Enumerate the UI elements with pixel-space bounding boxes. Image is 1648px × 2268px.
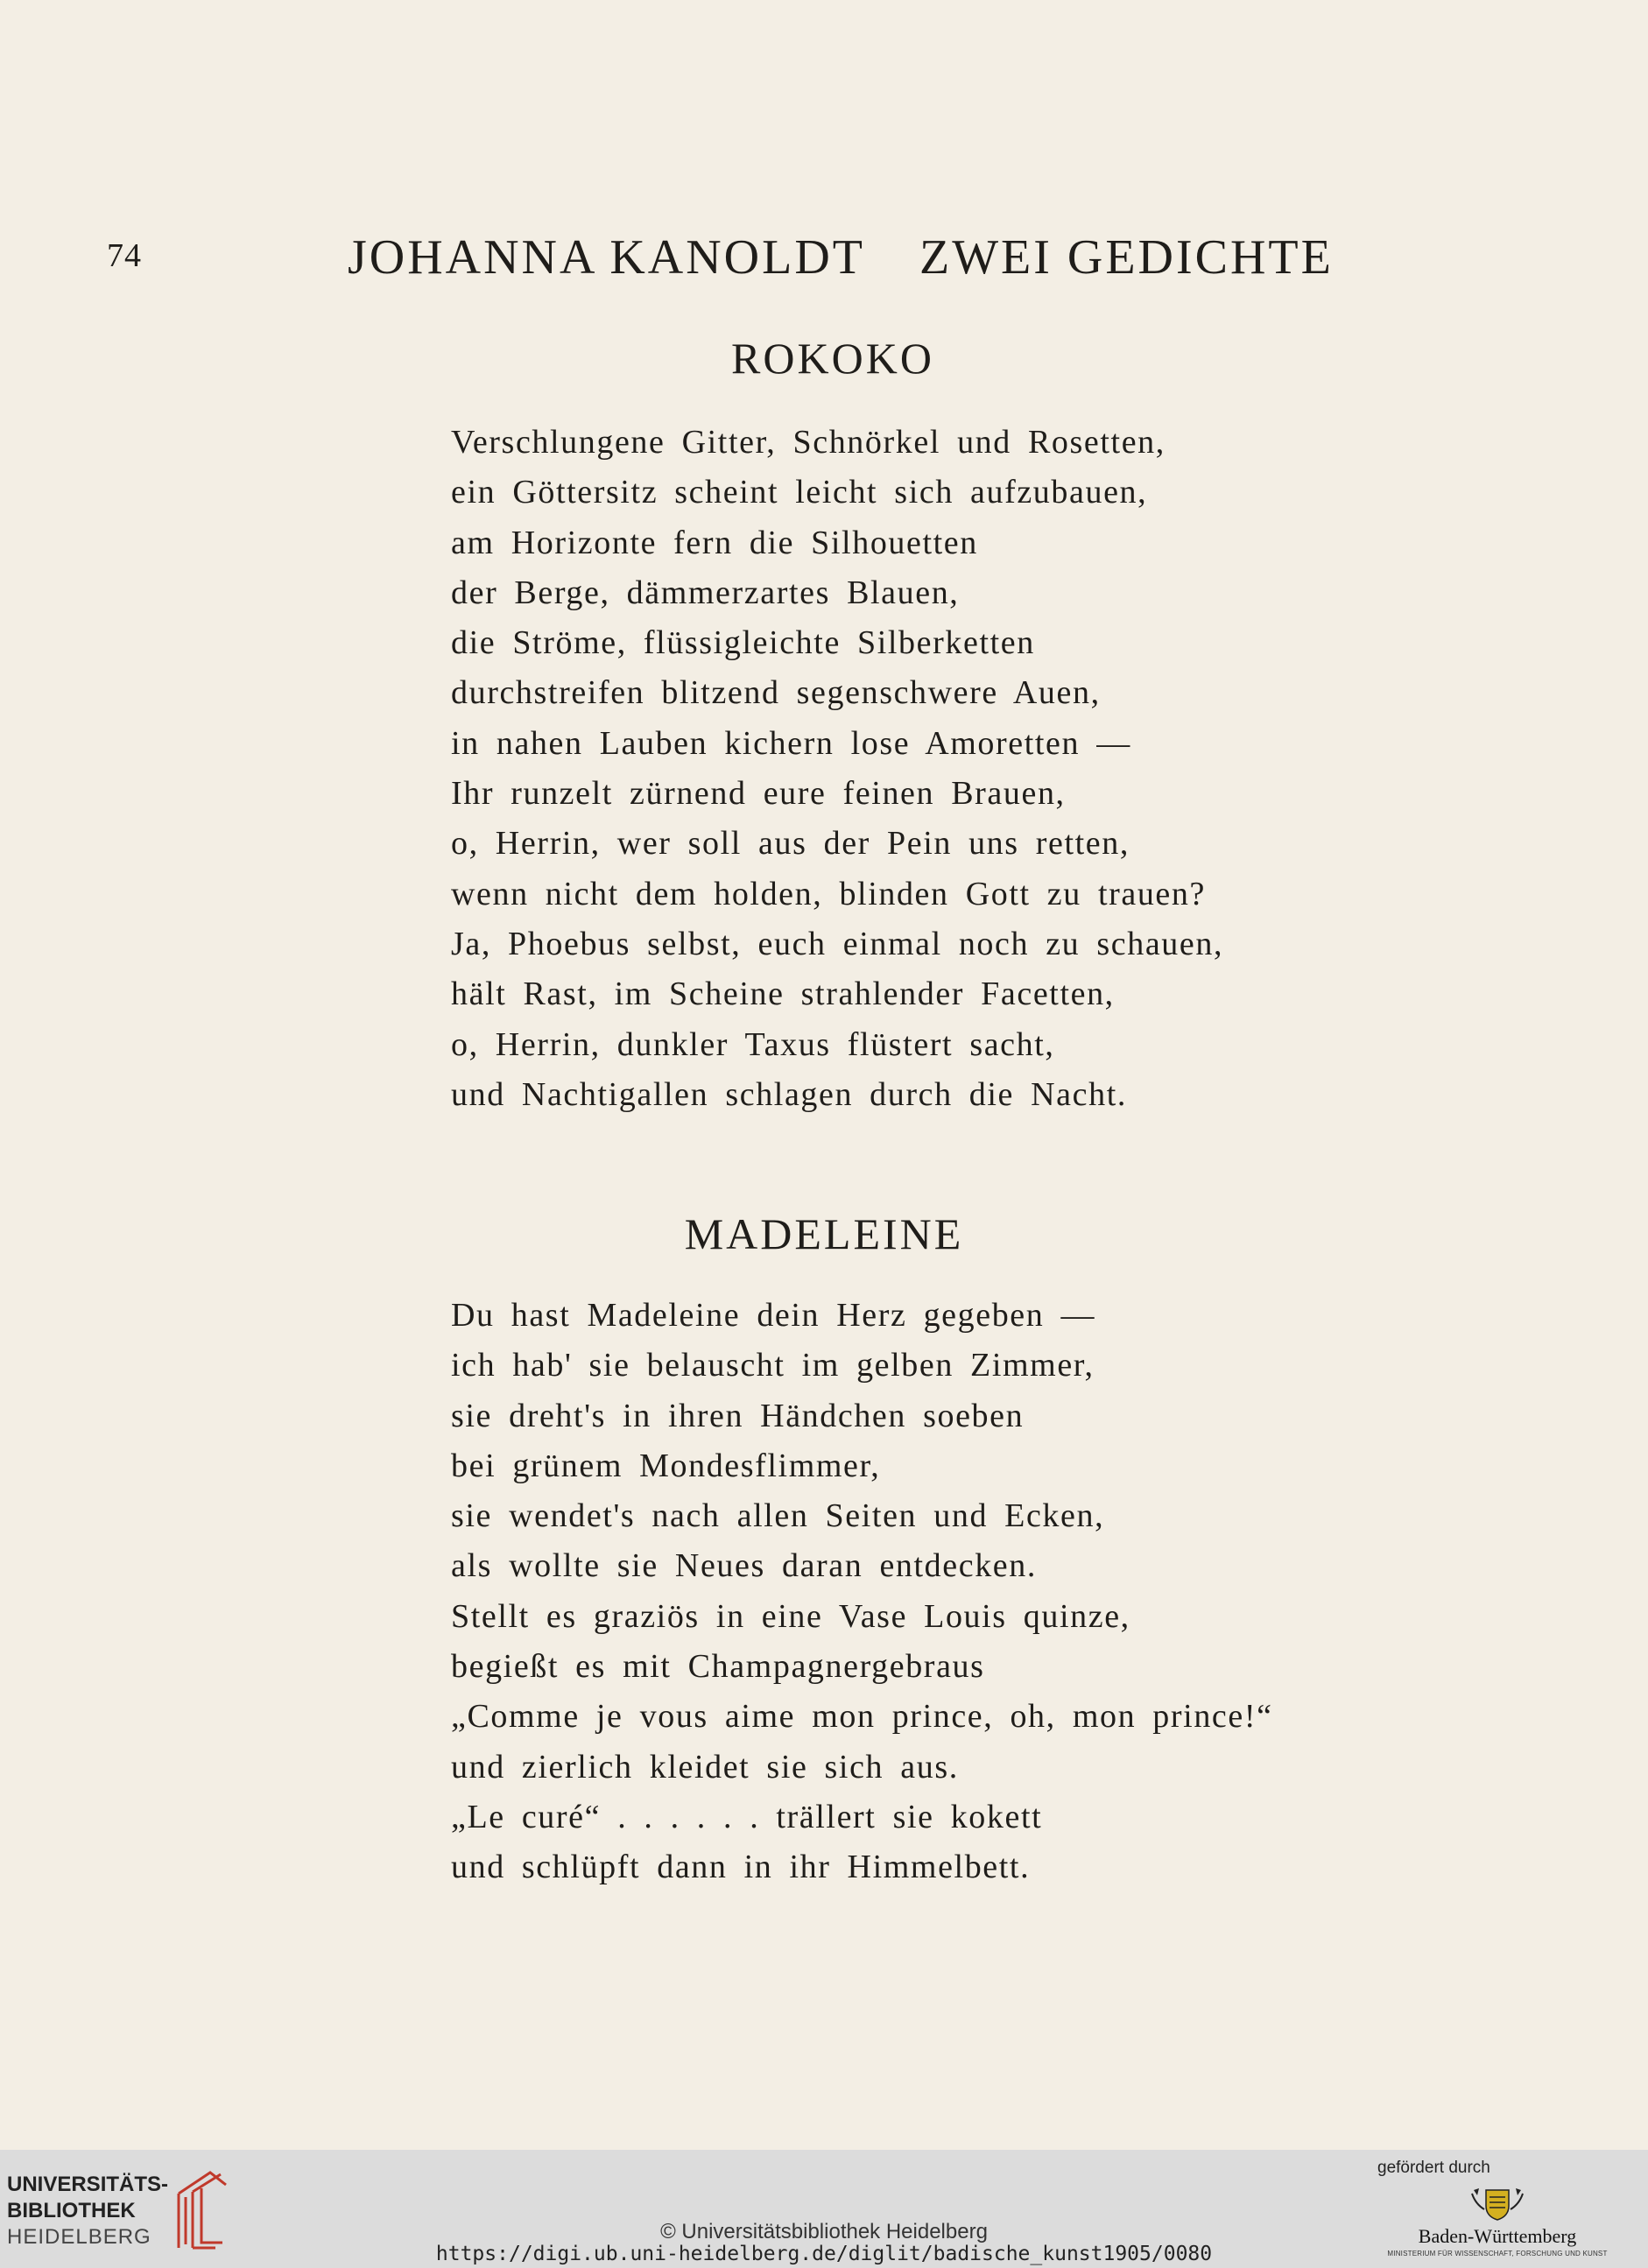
poem-line: wenn nicht dem holden, blinden Gott zu trauen?: [451, 875, 1206, 912]
poem-line: Stellt es graziös in eine Vase Louis quinze,: [451, 1597, 1130, 1635]
library-logo-line2: BIBLIOTHEK: [7, 2199, 136, 2222]
sponsor-name: Baden-Württemberg: [1418, 2225, 1577, 2247]
poem-line: am Horizonte fern die Silhouetten: [451, 524, 978, 561]
poem-title-madeleine: MADELEINE: [684, 1209, 964, 1258]
poem-line: der Berge, dämmerzartes Blauen,: [451, 574, 960, 611]
library-logo-line3: HEIDELBERG: [7, 2225, 151, 2249]
poem-line: sie dreht's in ihren Händchen soeben: [451, 1397, 1025, 1434]
poem-title-rokoko: ROKOKO: [731, 334, 934, 383]
poem-line: und zierlich kleidet sie sich aus.: [451, 1748, 959, 1786]
sponsor-label: gefördert durch: [1377, 2159, 1490, 2177]
poem-line: ein Göttersitz scheint leicht sich aufzubauen,: [451, 474, 1148, 511]
poem-line: ich hab' sie belauscht im gelben Zimmer,: [451, 1347, 1095, 1384]
poem-line: hält Rast, im Scheine strahlender Facetten,: [451, 976, 1115, 1013]
permalink-url[interactable]: https://digi.ub.uni-heidelberg.de/diglit/badische_kunst1905/0080: [435, 2243, 1213, 2265]
poem-madeleine: [451, 1291, 1273, 1893]
poem-line: durchstreifen blitzend segenschwere Auen,: [451, 674, 1101, 712]
running-head: [348, 229, 1334, 285]
poem-line: bei grünem Mondesflimmer,: [451, 1447, 881, 1484]
poem-line: begießt es mit Champagnergebraus: [451, 1648, 985, 1686]
poem-line: und Nachtigallen schlagen durch die Nacht.: [451, 1075, 1127, 1113]
poem-line: „Le curé“ . . . . . . trällert sie kokett: [451, 1798, 1043, 1835]
poem-line: in nahen Lauben kichern lose Amoretten —: [451, 724, 1131, 762]
poem-line: sie wendet's nach allen Seiten und Ecken,: [451, 1497, 1105, 1535]
poem-line: Ja, Phoebus selbst, euch einmal noch zu schauen,: [451, 925, 1224, 962]
poem-line: die Ströme, flüssigleichte Silberketten: [451, 624, 1035, 662]
sponsor-ministry: MINISTERIUM FÜR WISSENSCHAFT, FORSCHUNG UND KUNST: [1387, 2250, 1608, 2257]
sponsor-logo[interactable]: [1362, 2159, 1642, 2264]
footer-banner: [0, 2150, 1648, 2268]
poem-line: „Comme je vous aime mon prince, oh, mon prince!“: [451, 1698, 1273, 1736]
poem-rokoko: [451, 418, 1223, 1120]
poem-line: o, Herrin, wer soll aus der Pein uns retten,: [451, 825, 1130, 863]
running-head-title: ZWEI GEDICHTE: [919, 230, 1334, 285]
poem-line: Verschlungene Gitter, Schnörkel und Rosetten,: [451, 424, 1166, 461]
baden-wuerttemberg-crest-icon: [1467, 2185, 1528, 2223]
page-number: 74: [107, 237, 142, 274]
poem-line: als wollte sie Neues daran entdecken.: [451, 1547, 1037, 1585]
poem-line: Ihr runzelt zürnend eure feinen Brauen,: [451, 775, 1066, 813]
library-logo-line1: UNIVERSITÄTS-: [7, 2173, 169, 2196]
poem-line: und schlüpft dann in ihr Himmelbett.: [451, 1849, 1031, 1886]
poem-line: o, Herrin, dunkler Taxus flüstert sacht,: [451, 1025, 1055, 1063]
poem-line: Du hast Madeleine dein Herz gegeben —: [451, 1297, 1096, 1334]
copyright-notice: © Universitätsbibliothek Heidelberg: [660, 2220, 988, 2243]
running-head-author: JOHANNA KANOLDT: [348, 230, 865, 285]
